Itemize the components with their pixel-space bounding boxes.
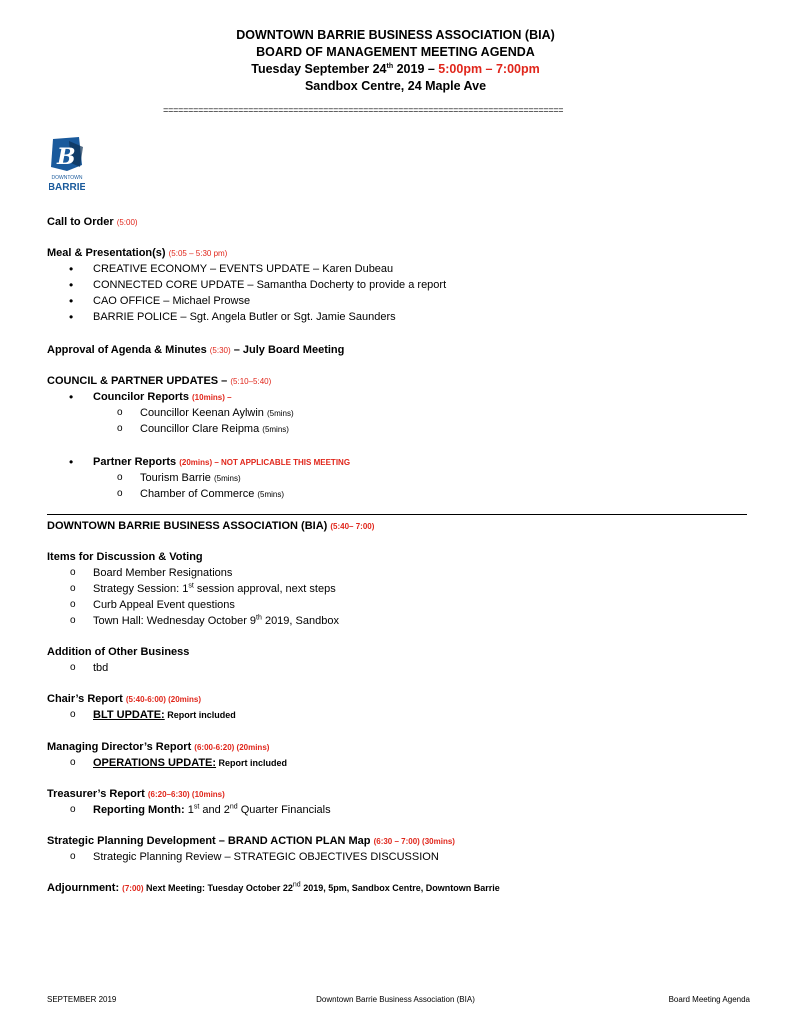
footer-center: Downtown Barrie Business Association (BIA) bbox=[316, 995, 475, 1004]
treasurer-report-label: Reporting Month: bbox=[93, 804, 185, 816]
discussion-item4-sup: th bbox=[256, 614, 262, 622]
circle-bullet-icon: o bbox=[70, 662, 76, 673]
adjournment-sup: nd bbox=[292, 881, 301, 889]
header-title-line1: DOWNTOWN BARRIE BUSINESS ASSOCIATION (BIA) bbox=[236, 28, 555, 42]
header-title-line2: BOARD OF MANAGEMENT MEETING AGENDA bbox=[256, 45, 535, 59]
other-business-item: tbd bbox=[93, 662, 109, 674]
circle-bullet-icon: o bbox=[70, 599, 76, 610]
meal-title: Meal & Presentation(s) bbox=[47, 247, 169, 259]
partner-reports-time: (20mins) – NOT APPLICABLE THIS MEETING bbox=[179, 458, 351, 467]
call-to-order-time: (5:00) bbox=[116, 218, 138, 227]
meal-time: (5:05 – 5:30 pm) bbox=[168, 249, 228, 258]
councillor-reports-time: (10mins) – bbox=[192, 393, 232, 402]
adjournment-title: Adjournment: bbox=[47, 882, 123, 894]
md-report-title: Managing Director’s Report bbox=[47, 741, 195, 753]
bullet-icon: • bbox=[69, 294, 74, 308]
bullet-icon: • bbox=[69, 278, 74, 292]
circle-bullet-icon: o bbox=[70, 709, 76, 720]
partner-item bbox=[140, 471, 241, 486]
treasurer-report-heading bbox=[47, 787, 225, 802]
md-report-item bbox=[93, 756, 287, 770]
header-time: 5:00pm – 7:00pm bbox=[438, 62, 540, 76]
adjournment-next-meeting: Next Meeting: Tuesday October 22 bbox=[143, 883, 293, 893]
partner-item bbox=[140, 487, 284, 502]
treasurer-report-text: 1 bbox=[184, 804, 194, 816]
logo-letter: B bbox=[57, 144, 76, 170]
header-date-year: 2019 – bbox=[393, 62, 439, 76]
bullet-icon: • bbox=[69, 455, 74, 469]
strategic-item: Strategic Planning Review – STRATEGIC OBJECTIVES DISCUSSION bbox=[93, 851, 439, 863]
treasurer-report-mid: and 2 bbox=[199, 804, 230, 816]
discussion-item2-sup: st bbox=[188, 582, 194, 590]
treasurer-sup2: nd bbox=[229, 803, 238, 811]
bullet-icon: • bbox=[69, 262, 74, 276]
chair-report-heading bbox=[47, 692, 201, 707]
chair-report-label: BLT UPDATE: bbox=[93, 709, 165, 721]
councillor-item bbox=[140, 406, 294, 421]
approval-section bbox=[47, 343, 344, 358]
circle-bullet-icon: o bbox=[70, 851, 76, 862]
bullet-icon: • bbox=[69, 390, 74, 404]
strategic-time: (6:30 – 7:00) (30mins) bbox=[373, 837, 455, 846]
logo-bottom-text: BARRIE bbox=[49, 182, 85, 193]
discussion-item: Board Member Resignations bbox=[93, 567, 233, 579]
partner-duration: (5mins) bbox=[213, 474, 241, 483]
discussion-heading: Items for Discussion & Voting bbox=[47, 551, 203, 563]
bia-title: DOWNTOWN BARRIE BUSINESS ASSOCIATION (BIA) bbox=[47, 520, 331, 532]
circle-bullet-icon: o bbox=[70, 583, 76, 594]
section-divider bbox=[47, 514, 747, 515]
councillor-reports-title: Councilor Reports bbox=[93, 391, 193, 403]
discussion-item bbox=[93, 614, 339, 628]
circle-bullet-icon: o bbox=[117, 488, 123, 499]
council-time: (5:10–5:40) bbox=[230, 377, 272, 386]
header-date: Tuesday September 24 bbox=[251, 62, 387, 76]
call-to-order bbox=[47, 215, 138, 230]
treasurer-report-item bbox=[93, 803, 331, 817]
circle-bullet-icon: o bbox=[70, 567, 76, 578]
strategic-title: Strategic Planning Development – BRAND ACTION PLAN Map bbox=[47, 835, 374, 847]
meal-item: CONNECTED CORE UPDATE – Samantha Docherty to provide a report bbox=[93, 279, 447, 291]
treasurer-report-title: Treasurer’s Report bbox=[47, 788, 148, 800]
md-report-label: OPERATIONS UPDATE: bbox=[93, 757, 217, 769]
logo-top-text: DOWNTOWN bbox=[51, 175, 83, 181]
council-section-heading bbox=[47, 374, 271, 389]
downtown-barrie-logo bbox=[49, 137, 85, 193]
councillor-reports-heading bbox=[93, 390, 232, 405]
discussion-item2-rest: session approval, next steps bbox=[193, 583, 336, 595]
circle-bullet-icon: o bbox=[117, 423, 123, 434]
header-location: Sandbox Centre, 24 Maple Ave bbox=[304, 79, 487, 93]
adjournment-next-rest: 2019, 5pm, Sandbox Centre, Downtown Barrie bbox=[300, 883, 500, 893]
partner-reports-heading bbox=[93, 455, 350, 470]
chair-report-rest: Report included bbox=[164, 710, 236, 720]
call-to-order-title: Call to Order bbox=[47, 216, 117, 228]
partner-name: Tourism Barrie bbox=[140, 472, 214, 484]
circle-bullet-icon: o bbox=[117, 472, 123, 483]
meal-section-heading bbox=[47, 246, 227, 261]
header-separator: ================================================================================ bbox=[163, 106, 564, 116]
footer-left: SEPTEMBER 2019 bbox=[47, 995, 117, 1004]
circle-bullet-icon: o bbox=[70, 804, 76, 815]
circle-bullet-icon: o bbox=[70, 757, 76, 768]
strategic-heading bbox=[47, 834, 455, 849]
circle-bullet-icon: o bbox=[70, 615, 76, 626]
discussion-item bbox=[93, 582, 336, 596]
bia-section-heading bbox=[47, 519, 374, 534]
chair-report-item bbox=[93, 708, 236, 722]
adjournment-line bbox=[47, 881, 500, 896]
meal-item: BARRIE POLICE – Sgt. Angela Butler or Sgt. Jamie Saunders bbox=[93, 311, 396, 323]
footer-right: Board Meeting Agenda bbox=[668, 995, 750, 1004]
meal-item: CAO OFFICE – Michael Prowse bbox=[93, 295, 251, 307]
bia-time: (5:40– 7:00) bbox=[330, 522, 375, 531]
approval-title: Approval of Agenda & Minutes bbox=[47, 344, 210, 356]
partner-name: Chamber of Commerce bbox=[140, 488, 258, 500]
approval-time: (5:30) bbox=[209, 346, 231, 355]
discussion-item4-rest: 2019, Sandbox bbox=[261, 615, 339, 627]
treasurer-report-post: Quarter Financials bbox=[237, 804, 331, 816]
councillor-item bbox=[140, 422, 289, 437]
other-business-heading: Addition of Other Business bbox=[47, 646, 190, 658]
md-report-time: (6:00-6:20) (20mins) bbox=[194, 743, 270, 752]
partner-reports-title: Partner Reports bbox=[93, 456, 180, 468]
md-report-rest: Report included bbox=[216, 758, 288, 768]
councillor-name: Councillor Clare Reipma bbox=[140, 423, 263, 435]
chair-report-title: Chair’s Report bbox=[47, 693, 126, 705]
council-title: COUNCIL & PARTNER UPDATES – bbox=[47, 375, 231, 387]
header-date-line bbox=[0, 61, 791, 78]
chair-report-time: (5:40-6:00) (20mins) bbox=[125, 695, 201, 704]
bullet-icon: • bbox=[69, 310, 74, 324]
councillor-name: Councillor Keenan Aylwin bbox=[140, 407, 267, 419]
treasurer-sup1: st bbox=[193, 803, 200, 811]
discussion-item2-text: Strategy Session: 1 bbox=[93, 583, 189, 595]
partner-duration: (5mins) bbox=[257, 490, 285, 499]
circle-bullet-icon: o bbox=[117, 407, 123, 418]
meal-item: CREATIVE ECONOMY – EVENTS UPDATE – Karen Dubeau bbox=[93, 263, 394, 275]
md-report-heading bbox=[47, 740, 269, 755]
adjournment-time: (7:00) bbox=[122, 884, 144, 893]
discussion-item: Curb Appeal Event questions bbox=[93, 599, 235, 611]
councillor-duration: (5mins) bbox=[262, 425, 289, 434]
approval-rest: – July Board Meeting bbox=[230, 344, 345, 356]
header-date-sup: th bbox=[386, 62, 394, 70]
discussion-item4-text: Town Hall: Wednesday October 9 bbox=[93, 615, 257, 627]
treasurer-report-time: (6:20–6:30) (10mins) bbox=[147, 790, 225, 799]
councillor-duration: (5mins) bbox=[266, 409, 294, 418]
